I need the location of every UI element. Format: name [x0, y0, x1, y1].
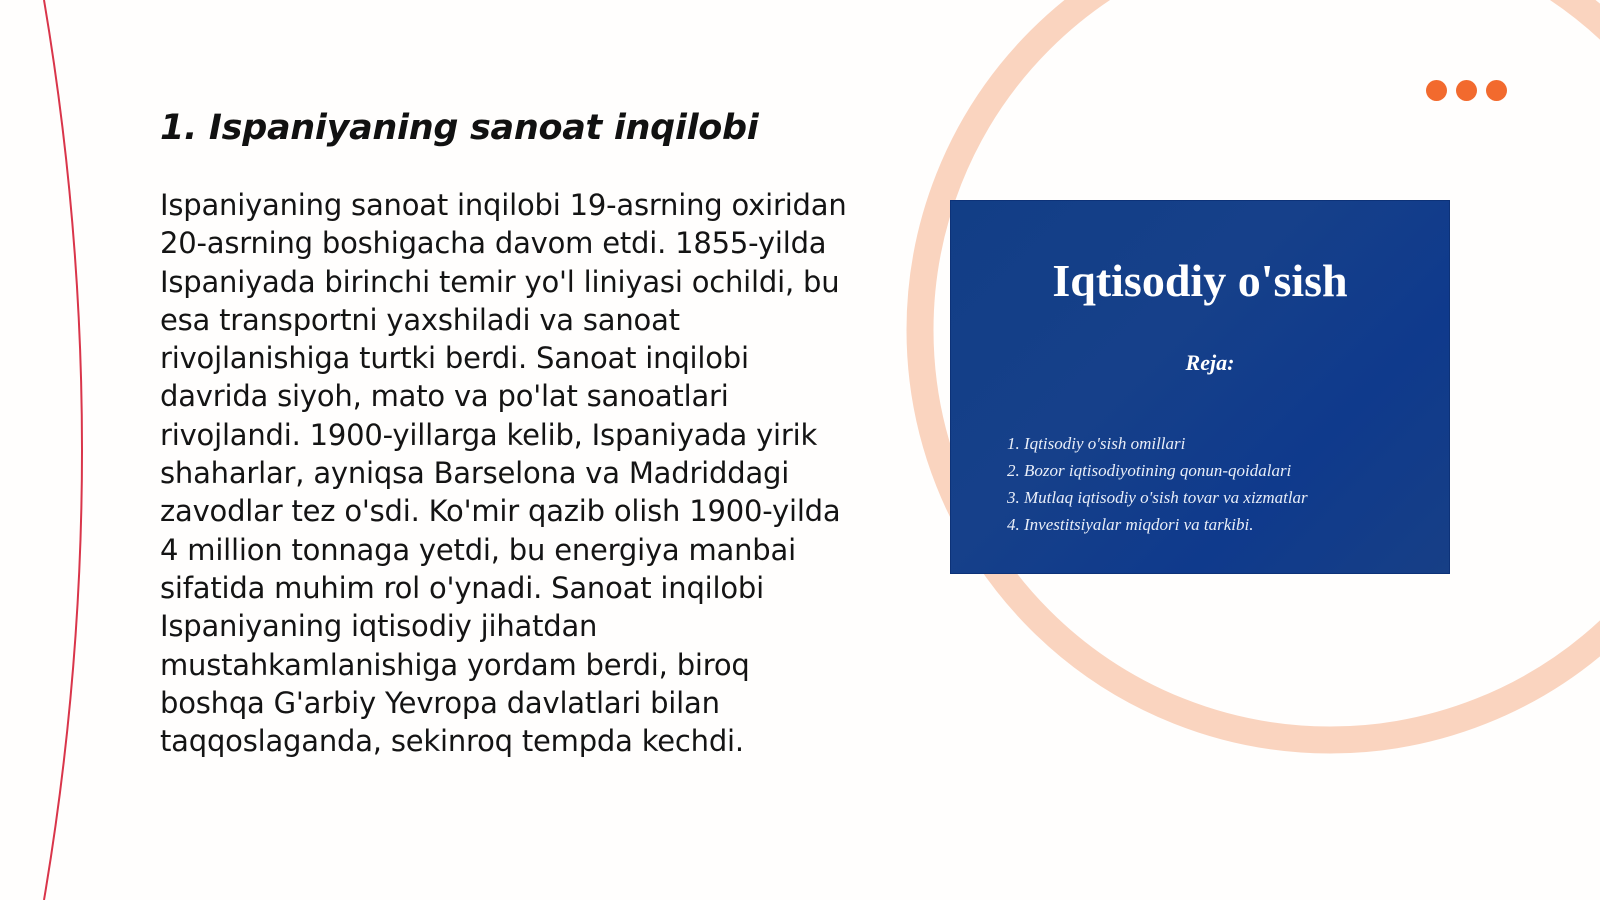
image-list	[1007, 430, 1308, 538]
list-item: 3. Mutlaq iqtisodiy o'sish tovar va xizmatlar	[1007, 488, 1308, 507]
dot-icon	[1426, 80, 1447, 101]
three-dots-icon	[1426, 80, 1507, 101]
slide-image	[950, 200, 1450, 574]
list-item: 2. Bozor iqtisodiyotining qonun-qoidalari	[1007, 461, 1292, 480]
list-item: 4. Investitsiyalar miqdori va tarkibi.	[1007, 515, 1254, 534]
slide-title: 1. Ispaniyaning sanoat inqilobi	[160, 108, 759, 148]
image-subtitle: Reja:	[1185, 350, 1235, 375]
left-curve-line	[44, 0, 82, 900]
dot-icon	[1456, 80, 1477, 101]
image-title: Iqtisodiy o'sish	[1052, 255, 1348, 306]
slide-body-text: Ispaniyaning sanoat inqilobi 19-asrning oxiridan 20-asrning boshigacha davom etdi. 1855-yilda Ispaniyada birinchi temir yo'l liniyasi ochildi, bu esa transportni yaxshiladi va sanoat rivojlanishiga turtki berdi. Sanoat inqilobi davrida siyoh, mato va po'lat sanoatlari rivojlandi. 1900-yillarga kelib, Ispaniyada yirik shaharlar, ayniqsa Barselona va Madriddagi zavodlar tez o'sdi. Ko'mir qazib olish 1900-yilda 4 million tonnaga yetdi, bu energiya manbai sifatida muhim rol o'ynadi. Sanoat inqilobi Ispaniyaning iqtisodiy jihatdan mustahkamlanishiga yordam berdi, biroq boshqa G'arbiy Yevropa davlatlari bilan taqqoslaganda, sekinroq tempda kechdi.	[160, 188, 847, 759]
list-item: 1. Iqtisodiy o'sish omillari	[1007, 434, 1186, 453]
dot-icon	[1486, 80, 1507, 101]
